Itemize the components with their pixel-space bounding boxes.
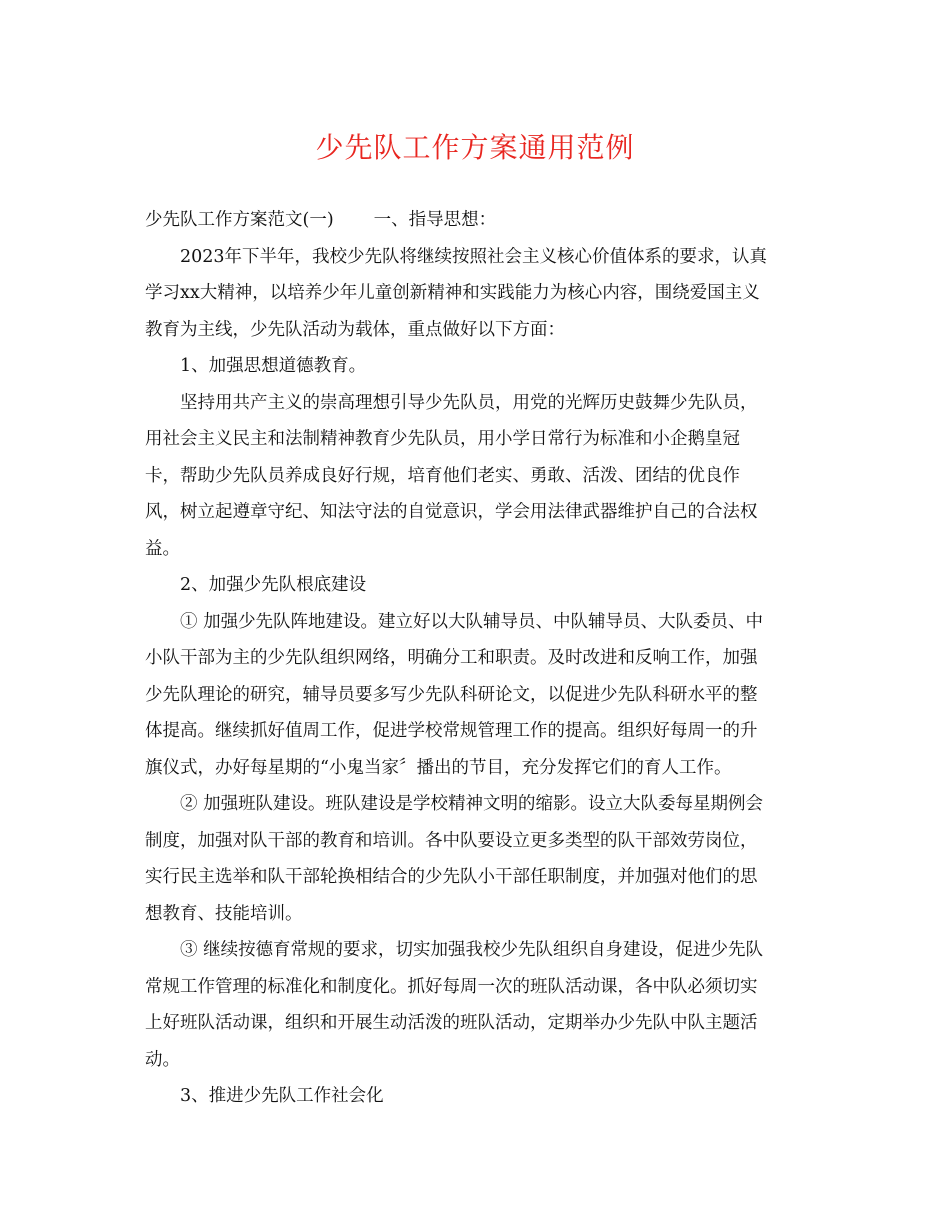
paragraph-line: 小队干部为主的少先队组织网络，明确分工和职责。及时改进和反响工作，加强 (145, 648, 758, 668)
list-heading: 2、加强少先队根底建设 (180, 575, 367, 595)
paragraph-line: 上好班队活动课，组织和开展生动活泼的班队活动，定期举办少先队中队主题活 (145, 1013, 758, 1033)
paragraph-line: ② 加强班队建设。班队建设是学校精神文明的缩影。设立大队委每星期例会 (180, 794, 764, 814)
paragraph-line: 风，树立起遵章守纪、知法守法的自觉意识，学会用法律武器维护自己的合法权 (145, 502, 758, 522)
paragraph-line: 想教育、技能培训。 (145, 903, 303, 924)
paragraph-line: 制度，加强对队干部的教育和培训。各中队要设立更多类型的队干部效劳岗位， (145, 830, 758, 851)
paragraph-line: 少先队理论的研究，辅导员要多写少先队科研论文，以促进少先队科研水平的整 (145, 684, 758, 705)
line-1 (145, 202, 810, 239)
paragraph-line: 体提高。继续抓好值周工作，促进学校常规管理工作的提高。组织好每周一的升 (145, 721, 758, 741)
paragraph-line: 实行民主选举和队干部轮换相结合的少先队小干部任职制度，并加强对他们的思 (145, 867, 758, 887)
document-body (145, 202, 810, 1115)
list-heading: 3、推进少先队工作社会化 (180, 1086, 384, 1106)
subsection-heading: 一、指导思想： (373, 210, 497, 230)
paragraph-line: 常规工作管理的标准化和制度化。抓好每周一次的班队活动课，各中队必须切实 (145, 976, 758, 997)
paragraph-line: 益。 (145, 538, 180, 559)
paragraph-line: ③ 继续按德育常规的要求，切实加强我校少先队组织自身建设，促进少先队 (180, 940, 764, 960)
document-title: 少先队工作方案通用范例 (315, 131, 635, 164)
section-heading: 少先队工作方案范文(一) (145, 210, 334, 230)
paragraph-line: 动。 (145, 1049, 180, 1070)
paragraph-line: 用社会主义民主和法制精神教育少先队员，用小学日常行为标准和小企鹅皇冠 (145, 429, 740, 449)
paragraph-line: ① 加强少先队阵地建设。建立好以大队辅导员、中队辅导员、大队委员、中 (180, 611, 764, 632)
paragraph-line: 2023年下半年，我校少先队将继续按照社会主义核心价值体系的要求，认真 (180, 246, 768, 267)
paragraph-line: 旗仪式，办好每星期的“小鬼当家〞播出的节目，充分发挥它们的育人工作。 (145, 757, 732, 778)
list-heading: 1、加强思想道德教育。 (180, 356, 367, 376)
paragraph-line: 学习xx大精神，以培养少年儿童创新精神和实践能力为核心内容，围绕爱国主义 (145, 283, 760, 303)
paragraph-line: 坚持用共产主义的崇高理想引导少先队员，用党的光辉历史鼓舞少先队员， (180, 392, 758, 413)
paragraph-line: 教育为主线，少先队活动为载体，重点做好以下方面： (145, 319, 565, 340)
paragraph-line: 卡，帮助少先队员养成良好行规，培育他们老实、勇敢、活泼、团结的优良作 (145, 465, 740, 486)
